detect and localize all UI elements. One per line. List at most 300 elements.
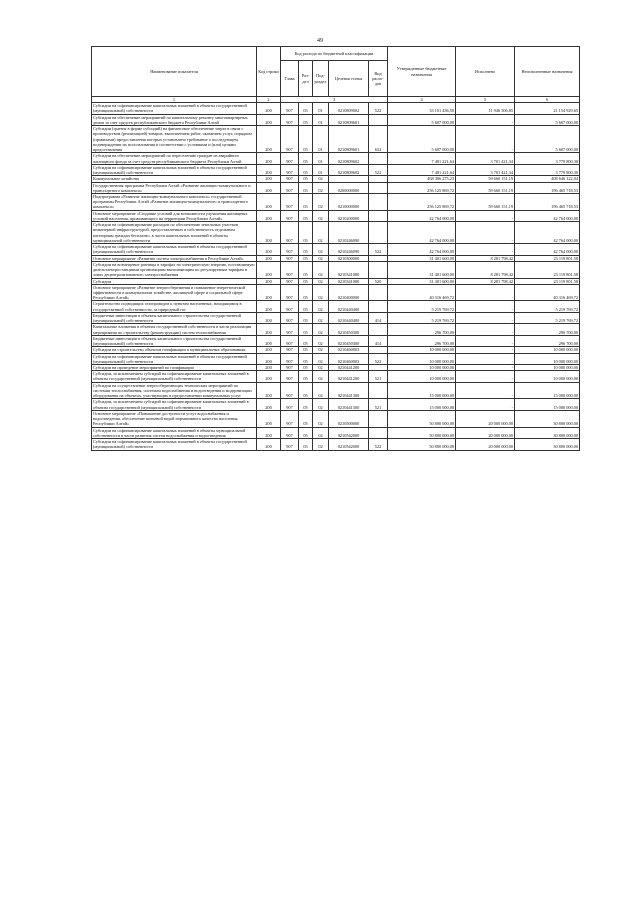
row-approved: 5 219 769,72 bbox=[388, 301, 456, 312]
row-section: 05 bbox=[299, 244, 313, 255]
row-section: 05 bbox=[299, 371, 313, 382]
row-line-code: 200 bbox=[257, 324, 281, 335]
row-approved: 10 000 000,00 bbox=[388, 365, 456, 371]
row-name: Субсидии на софинансирование расходов по обеспечению земельных участков инженерной инфраструктурой, предоставленных в собственность отдельным категориям граждан бесплатно, в части капитальных вложений в объекты муниципальной собственности bbox=[92, 222, 257, 244]
row-unexecuted: 3 779 800,30 bbox=[515, 164, 580, 175]
row-target-article: 0210440400 bbox=[329, 301, 369, 312]
row-name: Основное мероприятие «Создание условий для возможности улучшения жилищных условий населения, проживающего на территории Республики Алтай» bbox=[92, 210, 257, 221]
row-executed: - bbox=[456, 126, 515, 153]
table-row bbox=[92, 301, 580, 312]
row-approved: 42 764 000,00 bbox=[388, 244, 456, 255]
row-expense-type: 521 bbox=[369, 371, 388, 382]
row-expense-type bbox=[369, 193, 388, 210]
row-section: 05 bbox=[299, 182, 313, 193]
row-subsection: 02 bbox=[313, 210, 329, 221]
row-line-code: 200 bbox=[257, 176, 281, 182]
row-section: 05 bbox=[299, 427, 313, 438]
row-executed: 59 660 151,19 bbox=[456, 193, 515, 210]
row-expense-type bbox=[369, 324, 388, 335]
row-target-article: 0210542000 bbox=[329, 439, 369, 450]
row-executed: - bbox=[456, 399, 515, 410]
row-executed: - bbox=[456, 210, 515, 221]
row-chapter: 907 bbox=[281, 182, 299, 193]
row-subsection: 02 bbox=[313, 176, 329, 182]
row-name: Основное мероприятие «Развитие систем электроснабжения в Республике Алтай» bbox=[92, 255, 257, 261]
row-chapter: 907 bbox=[281, 371, 299, 382]
row-section: 05 bbox=[299, 193, 313, 210]
row-chapter: 907 bbox=[281, 153, 299, 164]
row-approved: 7 481 221,64 bbox=[388, 164, 456, 175]
row-chapter: 907 bbox=[281, 193, 299, 210]
row-chapter: 907 bbox=[281, 126, 299, 153]
row-name: Субсидии на софинансирование капитальных вложений в объекты государственной (муниципальной) собственности bbox=[92, 439, 257, 450]
row-line-code: 200 bbox=[257, 255, 281, 261]
row-name: Субсидии на осуществление энергосберегающих технических мероприятий по системам теплоснабжения, системам водоснабжения и водоотведения и модернизации оборудования на объектах, участвующих в предоставлении коммунальных услуг bbox=[92, 382, 257, 399]
row-expense-type: 522 bbox=[369, 244, 388, 255]
col-num-1: 1 bbox=[92, 97, 257, 103]
row-expense-type bbox=[369, 284, 388, 301]
row-line-code: 200 bbox=[257, 439, 281, 450]
row-executed: - bbox=[456, 347, 515, 353]
table-row bbox=[92, 164, 580, 175]
row-approved: 5 607 000,00 bbox=[388, 114, 456, 125]
row-expense-type: 632 bbox=[369, 126, 388, 153]
col-num-2: 2 bbox=[257, 97, 281, 103]
row-approved: 296 700,00 bbox=[388, 324, 456, 335]
row-subsection: 02 bbox=[313, 371, 329, 382]
row-chapter: 907 bbox=[281, 164, 299, 175]
row-approved: 42 764 000,00 bbox=[388, 210, 456, 221]
row-executed: 20 000 000,00 bbox=[456, 410, 515, 427]
row-approved: 468 306 275,23 bbox=[388, 176, 456, 182]
row-line-code: 200 bbox=[257, 182, 281, 193]
row-name: Субсидии на софинансирование капитальных вложений в объекты государственной (муниципальной) собственности bbox=[92, 244, 257, 255]
row-approved: 10 000 000,00 bbox=[388, 371, 456, 382]
row-line-code: 200 bbox=[257, 365, 281, 371]
row-name: Субсидии bbox=[92, 278, 257, 284]
row-executed: 8 281 798,42 bbox=[456, 278, 515, 284]
row-unexecuted: 30 800 000,00 bbox=[515, 410, 580, 427]
header-subsection: Под-раздел bbox=[313, 61, 329, 97]
row-target-article: 0210809601 bbox=[329, 126, 369, 153]
table-row bbox=[92, 284, 580, 301]
row-subsection: 02 bbox=[313, 244, 329, 255]
row-expense-type bbox=[369, 382, 388, 399]
row-section: 05 bbox=[299, 312, 313, 323]
row-executed: 20 000 000,00 bbox=[456, 439, 515, 450]
row-section: 05 bbox=[299, 153, 313, 164]
row-unexecuted: 23 119 801,58 bbox=[515, 255, 580, 261]
row-chapter: 907 bbox=[281, 176, 299, 182]
table-row bbox=[92, 244, 580, 255]
row-subsection: 02 bbox=[313, 353, 329, 364]
row-approved: 256 125 869,72 bbox=[388, 182, 456, 193]
row-target-article: 0210441200 bbox=[329, 365, 369, 371]
row-section: 05 bbox=[299, 353, 313, 364]
col-num-4: 4 bbox=[388, 97, 456, 103]
row-target-article: 0210809602 bbox=[329, 164, 369, 175]
row-section: 05 bbox=[299, 164, 313, 175]
row-unexecuted: 30 800 000,00 bbox=[515, 427, 580, 438]
row-subsection: 01 bbox=[313, 103, 329, 114]
row-chapter: 907 bbox=[281, 439, 299, 450]
row-line-code: 200 bbox=[257, 103, 281, 114]
table-row bbox=[92, 312, 580, 323]
table-row bbox=[92, 103, 580, 114]
row-approved: 31 401 600,00 bbox=[388, 261, 456, 278]
table-row bbox=[92, 126, 580, 153]
row-section: 05 bbox=[299, 222, 313, 244]
row-executed: 11 946 506,85 bbox=[456, 103, 515, 114]
row-target-article: 0200000000 bbox=[329, 182, 369, 193]
row-chapter: 907 bbox=[281, 365, 299, 371]
row-subsection: 02 bbox=[313, 182, 329, 193]
row-target-article: 0210246090 bbox=[329, 222, 369, 244]
row-line-code: 200 bbox=[257, 126, 281, 153]
row-line-code: 200 bbox=[257, 382, 281, 399]
row-approved: 50 800 000,00 bbox=[388, 410, 456, 427]
table-row bbox=[92, 371, 580, 382]
row-expense-type bbox=[369, 427, 388, 438]
row-line-code: 200 bbox=[257, 284, 281, 301]
row-expense-type bbox=[369, 210, 388, 221]
row-unexecuted: 42 764 000,00 bbox=[515, 244, 580, 255]
row-unexecuted: 10 000 000,00 bbox=[515, 371, 580, 382]
row-section: 05 bbox=[299, 324, 313, 335]
row-target-article: 0210200000 bbox=[329, 210, 369, 221]
row-expense-type bbox=[369, 261, 388, 278]
table-row bbox=[92, 427, 580, 438]
row-unexecuted: 42 764 000,00 bbox=[515, 210, 580, 221]
row-section: 05 bbox=[299, 301, 313, 312]
row-chapter: 907 bbox=[281, 324, 299, 335]
header-classification-group: Код расхода по бюджетной классификации bbox=[281, 47, 388, 61]
row-target-article: 0210440400 bbox=[329, 312, 369, 323]
row-executed: - bbox=[456, 244, 515, 255]
row-chapter: 907 bbox=[281, 103, 299, 114]
row-target-article: 0210809002 bbox=[329, 103, 369, 114]
row-subsection: 02 bbox=[313, 312, 329, 323]
row-section: 05 bbox=[299, 278, 313, 284]
row-target-article: 0210450300 bbox=[329, 324, 369, 335]
row-line-code: 200 bbox=[257, 410, 281, 427]
table-row bbox=[92, 335, 580, 346]
row-executed: - bbox=[456, 335, 515, 346]
table-row bbox=[92, 353, 580, 364]
row-executed: - bbox=[456, 312, 515, 323]
row-executed: - bbox=[456, 114, 515, 125]
row-subsection: 02 bbox=[313, 399, 329, 410]
row-expense-type: 522 bbox=[369, 103, 388, 114]
row-expense-type: 414 bbox=[369, 335, 388, 346]
row-approved: 7 481 221,64 bbox=[388, 153, 456, 164]
row-target-article: 0210450300 bbox=[329, 335, 369, 346]
row-unexecuted: 196 465 718,53 bbox=[515, 182, 580, 193]
row-subsection: 02 bbox=[313, 278, 329, 284]
row-chapter: 907 bbox=[281, 427, 299, 438]
row-approved: 31 401 600,00 bbox=[388, 278, 456, 284]
row-line-code: 200 bbox=[257, 371, 281, 382]
table-row bbox=[92, 410, 580, 427]
row-section: 05 bbox=[299, 439, 313, 450]
row-section: 05 bbox=[299, 126, 313, 153]
row-subsection: 02 bbox=[313, 284, 329, 301]
row-chapter: 907 bbox=[281, 312, 299, 323]
row-expense-type: 414 bbox=[369, 312, 388, 323]
row-subsection: 02 bbox=[313, 222, 329, 244]
row-target-article: 0210300000 bbox=[329, 255, 369, 261]
row-target-article: 0210246090 bbox=[329, 244, 369, 255]
row-line-code: 200 bbox=[257, 312, 281, 323]
row-name: Бюджетные инвестиции в объекты капитального строительства государственной (муниципальной) собственности bbox=[92, 312, 257, 323]
row-name: Капитальные вложения в объекты государственной собственности в части реализации мероприятия по строительству (реконструкции) систем теплоснабжения bbox=[92, 324, 257, 335]
row-line-code: 200 bbox=[257, 347, 281, 353]
row-expense-type bbox=[369, 410, 388, 427]
header-section: Раз-дел bbox=[299, 61, 313, 97]
row-target-article: 0210542000 bbox=[329, 427, 369, 438]
row-chapter: 907 bbox=[281, 278, 299, 284]
row-name: Субсидии на софинансирование капитальных вложений в объекты государственной (муниципальной) собственности bbox=[92, 164, 257, 175]
row-chapter: 907 bbox=[281, 284, 299, 301]
row-unexecuted: 408 646 122,04 bbox=[515, 176, 580, 182]
row-expense-type: 522 bbox=[369, 164, 388, 175]
row-subsection: 01 bbox=[313, 114, 329, 125]
row-name: Строительство подводящих газопроводов к пунктам населенных, находящимся в государственной собственности, за природный газ bbox=[92, 301, 257, 312]
header-unexecuted: Неисполненные назначения bbox=[515, 47, 580, 97]
row-unexecuted: 30 800 000,00 bbox=[515, 439, 580, 450]
row-section: 05 bbox=[299, 103, 313, 114]
table-body bbox=[92, 103, 580, 450]
col-num-5: 5 bbox=[456, 97, 515, 103]
row-approved: 50 800 000,00 bbox=[388, 439, 456, 450]
row-subsection: 01 bbox=[313, 153, 329, 164]
row-line-code: 200 bbox=[257, 427, 281, 438]
row-approved: 5 607 000,00 bbox=[388, 126, 456, 153]
row-executed: 8 281 798,42 bbox=[456, 261, 515, 278]
row-chapter: 907 bbox=[281, 255, 299, 261]
table-row bbox=[92, 193, 580, 210]
row-approved: 31 401 600,00 bbox=[388, 255, 456, 261]
row-chapter: 907 bbox=[281, 399, 299, 410]
row-target-article: 0210441300 bbox=[329, 382, 369, 399]
row-approved: 10 000 000,00 bbox=[388, 347, 456, 353]
row-section: 05 bbox=[299, 399, 313, 410]
table-row bbox=[92, 153, 580, 164]
row-name: Субсидии, за исключением субсидий на софинансирование капитальных вложений в объекты государственной (муниципальной) собственности bbox=[92, 371, 257, 382]
row-unexecuted: 10 000 000,00 bbox=[515, 365, 580, 371]
row-chapter: 907 bbox=[281, 301, 299, 312]
row-name: Основное мероприятие «Развитие энергосбережения и повышение энергетической эффективности в коммунальном хозяйстве, жилищной сфере и социальной сфере Республики Алтай» bbox=[92, 284, 257, 301]
row-expense-type bbox=[369, 182, 388, 193]
row-line-code: 200 bbox=[257, 210, 281, 221]
row-expense-type bbox=[369, 222, 388, 244]
row-line-code: 200 bbox=[257, 261, 281, 278]
row-target-article: 0210460003 bbox=[329, 347, 369, 353]
row-chapter: 907 bbox=[281, 353, 299, 364]
row-executed: - bbox=[456, 324, 515, 335]
row-unexecuted: 23 119 801,58 bbox=[515, 278, 580, 284]
row-executed: 3 701 421,34 bbox=[456, 164, 515, 175]
row-subsection: 02 bbox=[313, 324, 329, 335]
row-unexecuted: 3 779 800,30 bbox=[515, 153, 580, 164]
row-approved: 15 000 000,00 bbox=[388, 382, 456, 399]
row-name: Основное мероприятие «Повышение доступности услуг водоснабжения и водоотведения, обеспечение питьевой водой нормативного качества населения Республики Алтай» bbox=[92, 410, 257, 427]
row-subsection: 02 bbox=[313, 335, 329, 346]
row-target-article: 0210341080 bbox=[329, 261, 369, 278]
row-unexecuted: 10 000 000,00 bbox=[515, 347, 580, 353]
row-unexecuted: 21 154 929,65 bbox=[515, 103, 580, 114]
table-row bbox=[92, 439, 580, 450]
row-executed: 3 701 421,34 bbox=[456, 153, 515, 164]
row-unexecuted: 42 764 000,00 bbox=[515, 222, 580, 244]
row-unexecuted: 40 316 469,72 bbox=[515, 284, 580, 301]
row-expense-type bbox=[369, 301, 388, 312]
row-line-code: 200 bbox=[257, 193, 281, 210]
table-row bbox=[92, 261, 580, 278]
table-row bbox=[92, 222, 580, 244]
table-row bbox=[92, 382, 580, 399]
row-section: 05 bbox=[299, 114, 313, 125]
row-unexecuted: 296 700,00 bbox=[515, 335, 580, 346]
row-target-article: 0210000000 bbox=[329, 193, 369, 210]
row-section: 05 bbox=[299, 382, 313, 399]
row-subsection: 01 bbox=[313, 164, 329, 175]
header-expense-type: Вид расхо-дов bbox=[369, 61, 388, 97]
row-line-code: 200 bbox=[257, 301, 281, 312]
row-section: 05 bbox=[299, 255, 313, 261]
row-unexecuted: 15 000 000,00 bbox=[515, 382, 580, 399]
row-target-article: 0210809602 bbox=[329, 153, 369, 164]
row-name: Субсидии на обеспечение мероприятий по капитальному ремонту многоквартирных домов за счет средств республиканского бюджета Республики Алтай bbox=[92, 114, 257, 125]
row-unexecuted: 196 465 718,53 bbox=[515, 193, 580, 210]
row-name: Субсидии, за исключением субсидий на софинансирование капитальных вложений в объекты государственной (муниципальной) собственности bbox=[92, 399, 257, 410]
row-section: 05 bbox=[299, 284, 313, 301]
row-line-code: 200 bbox=[257, 222, 281, 244]
row-approved: 42 764 000,00 bbox=[388, 222, 456, 244]
row-unexecuted: 5 219 769,72 bbox=[515, 301, 580, 312]
row-executed: 20 000 000,00 bbox=[456, 427, 515, 438]
row-line-code: 200 bbox=[257, 399, 281, 410]
row-approved: 40 316 469,72 bbox=[388, 284, 456, 301]
row-executed: - bbox=[456, 365, 515, 371]
row-chapter: 907 bbox=[281, 347, 299, 353]
row-chapter: 907 bbox=[281, 335, 299, 346]
row-name: Субсидии на софинансирование капитальных вложений в объекты муниципальной собственности в части развития систем водоснабжения и водоотведения bbox=[92, 427, 257, 438]
row-target-article: 0210460003 bbox=[329, 353, 369, 364]
row-target-article: 0210809601 bbox=[329, 114, 369, 125]
row-unexecuted: 296 700,00 bbox=[515, 324, 580, 335]
row-subsection: 02 bbox=[313, 427, 329, 438]
row-line-code: 200 bbox=[257, 244, 281, 255]
row-unexecuted: 10 000 000,00 bbox=[515, 353, 580, 364]
page-number: 49 bbox=[317, 38, 323, 44]
header-executed: Исполнено bbox=[456, 47, 515, 97]
row-name: Субсидии на обеспечение мероприятий по переселению граждан из аварийного жилищного фонда за счет средств республиканского бюджета Республики Алтай bbox=[92, 153, 257, 164]
row-chapter: 907 bbox=[281, 261, 299, 278]
row-line-code: 200 bbox=[257, 153, 281, 164]
row-subsection: 02 bbox=[313, 410, 329, 427]
row-name: Субсидии на софинансирование капитальных вложений в объекты государственной (муниципальной) собственности bbox=[92, 353, 257, 364]
row-approved: 15 000 000,00 bbox=[388, 399, 456, 410]
row-expense-type bbox=[369, 114, 388, 125]
row-name: Субсидии на софинансирование капитальных вложений в объекты государственной (муниципальной) собственности bbox=[92, 103, 257, 114]
col-num-6: 6 bbox=[515, 97, 580, 103]
row-line-code: 200 bbox=[257, 164, 281, 175]
row-name: Субсидии на проведение мероприятий по газификации bbox=[92, 365, 257, 371]
row-executed: - bbox=[456, 353, 515, 364]
row-unexecuted: 5 607 000,00 bbox=[515, 114, 580, 125]
row-line-code: 200 bbox=[257, 353, 281, 364]
row-expense-type: 520 bbox=[369, 278, 388, 284]
row-approved: 10 000 000,00 bbox=[388, 353, 456, 364]
row-section: 05 bbox=[299, 410, 313, 427]
row-executed: 8 281 798,42 bbox=[456, 255, 515, 261]
row-executed: - bbox=[456, 222, 515, 244]
row-target-article: 0210341080 bbox=[329, 278, 369, 284]
header-approved: Утвержденные бюджетные назначения bbox=[388, 47, 456, 97]
row-executed: - bbox=[456, 371, 515, 382]
row-chapter: 907 bbox=[281, 244, 299, 255]
row-subsection: 02 bbox=[313, 347, 329, 353]
row-approved: 33 101 436,50 bbox=[388, 103, 456, 114]
row-section: 05 bbox=[299, 365, 313, 371]
row-subsection: 02 bbox=[313, 301, 329, 312]
row-unexecuted: 23 119 801,58 bbox=[515, 261, 580, 278]
row-target-article: 0210500000 bbox=[329, 410, 369, 427]
row-name: Субсидии на строительство объектов газификации в муниципальных образованиях bbox=[92, 347, 257, 353]
row-chapter: 907 bbox=[281, 210, 299, 221]
row-line-code: 200 bbox=[257, 278, 281, 284]
row-subsection: 01 bbox=[313, 126, 329, 153]
row-expense-type bbox=[369, 153, 388, 164]
row-approved: 50 800 000,00 bbox=[388, 427, 456, 438]
row-expense-type: 522 bbox=[369, 353, 388, 364]
row-target-article: 0210441200 bbox=[329, 371, 369, 382]
row-approved: 5 219 769,72 bbox=[388, 312, 456, 323]
row-executed: - bbox=[456, 284, 515, 301]
row-name: Государственная программа Республики Алтай «Развитие жилищно-коммунального и транспортного комплекса» bbox=[92, 182, 257, 193]
col-num-3: 3 bbox=[281, 97, 388, 103]
row-executed: - bbox=[456, 382, 515, 399]
table-row bbox=[92, 114, 580, 125]
row-section: 05 bbox=[299, 210, 313, 221]
header-target-article: Целевая статья bbox=[329, 61, 369, 97]
row-executed: 59 660 151,19 bbox=[456, 182, 515, 193]
row-section: 05 bbox=[299, 335, 313, 346]
table-row bbox=[92, 399, 580, 410]
row-unexecuted: 5 607 000,00 bbox=[515, 126, 580, 153]
row-executed: - bbox=[456, 301, 515, 312]
row-approved: 296 700,00 bbox=[388, 335, 456, 346]
row-name: Коммунальное хозяйство bbox=[92, 176, 257, 182]
budget-execution-table bbox=[91, 46, 580, 451]
table-row bbox=[92, 182, 580, 193]
row-expense-type: 521 bbox=[369, 399, 388, 410]
row-expense-type: 522 bbox=[369, 439, 388, 450]
row-subsection: 02 bbox=[313, 193, 329, 210]
row-chapter: 907 bbox=[281, 114, 299, 125]
row-chapter: 907 bbox=[281, 410, 299, 427]
row-chapter: 907 bbox=[281, 222, 299, 244]
row-subsection: 02 bbox=[313, 261, 329, 278]
row-subsection: 02 bbox=[313, 365, 329, 371]
header-line-code: Код строки bbox=[257, 47, 281, 97]
row-chapter: 907 bbox=[281, 382, 299, 399]
row-unexecuted: 5 219 769,72 bbox=[515, 312, 580, 323]
row-unexecuted: 15 000 000,00 bbox=[515, 399, 580, 410]
header-chapter: Глава bbox=[281, 61, 299, 97]
row-line-code: 200 bbox=[257, 114, 281, 125]
